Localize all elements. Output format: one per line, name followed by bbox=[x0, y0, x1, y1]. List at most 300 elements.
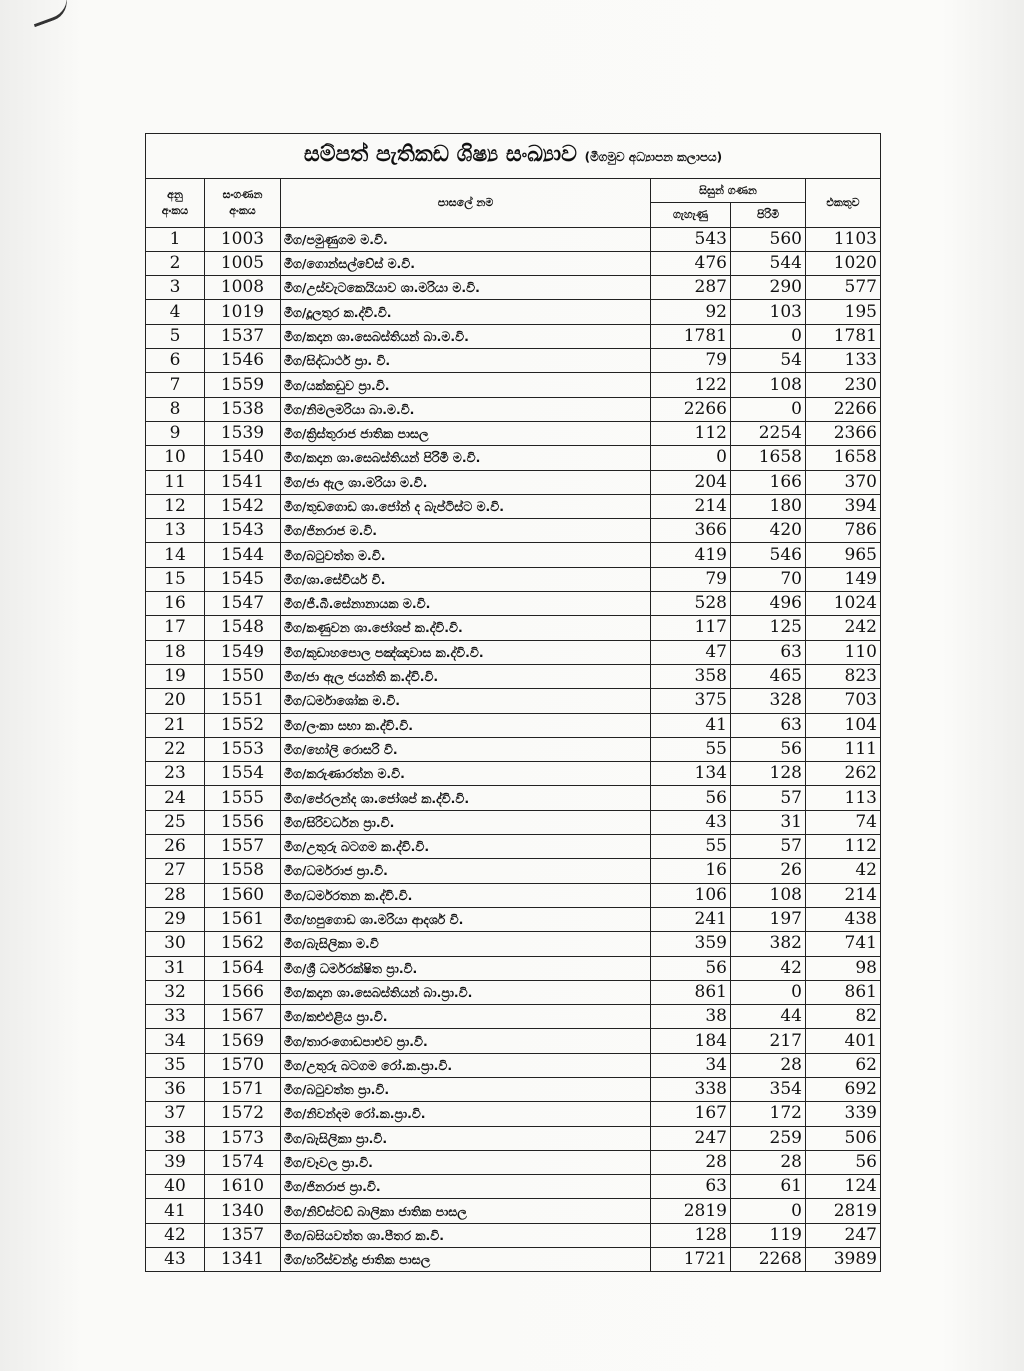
row-index-cell: 33 bbox=[146, 1005, 205, 1029]
row-school-name-cell: මීග/හෝලි රොසරි වි. bbox=[281, 737, 651, 761]
row-female-cell: 358 bbox=[651, 664, 731, 688]
table-row bbox=[146, 835, 881, 859]
row-school-name-cell: මීග/ක්‍රිස්තුරාජ ජාතික පාසල bbox=[281, 421, 651, 445]
row-code-cell: 1537 bbox=[205, 324, 281, 348]
row-male-cell: 166 bbox=[731, 470, 806, 494]
row-male-cell: 259 bbox=[731, 1126, 806, 1150]
row-female-cell: 241 bbox=[651, 907, 731, 931]
row-index-cell: 21 bbox=[146, 713, 205, 737]
row-index-cell: 36 bbox=[146, 1077, 205, 1101]
row-index-cell: 27 bbox=[146, 859, 205, 883]
row-total-cell: 111 bbox=[806, 737, 881, 761]
table-row bbox=[146, 1077, 881, 1101]
row-school-name-cell: මීග/කළුඑළිය ප්‍රා.වි. bbox=[281, 1005, 651, 1029]
row-total-cell: 133 bbox=[806, 349, 881, 373]
table-row bbox=[146, 276, 881, 300]
row-total-cell: 149 bbox=[806, 567, 881, 591]
row-school-name-cell: මීග/දූලතුර ක.ද්වි.වි. bbox=[281, 300, 651, 324]
row-total-cell: 703 bbox=[806, 689, 881, 713]
row-code-cell: 1610 bbox=[205, 1175, 281, 1199]
table-row bbox=[146, 446, 881, 470]
row-code-cell: 1561 bbox=[205, 907, 281, 931]
row-school-name-cell: මීග/උතුරු බටගම රෝ.ක.ප්‍රා.වි. bbox=[281, 1053, 651, 1077]
row-index-cell: 35 bbox=[146, 1053, 205, 1077]
row-index-cell: 15 bbox=[146, 567, 205, 591]
row-male-cell: 128 bbox=[731, 762, 806, 786]
row-school-name-cell: මීග/පේරලන්ද ශා.ජෝශප් ක.ද්වි.වි. bbox=[281, 786, 651, 810]
row-school-name-cell: මීග/ජිනරාජ ම.වි. bbox=[281, 519, 651, 543]
row-male-cell: 28 bbox=[731, 1150, 806, 1174]
document-subtitle: (මීගමුව අධ්‍යාපන කලාපය) bbox=[584, 150, 723, 164]
row-code-cell: 1573 bbox=[205, 1126, 281, 1150]
table-row bbox=[146, 470, 881, 494]
row-male-cell: 420 bbox=[731, 519, 806, 543]
row-index-cell: 12 bbox=[146, 494, 205, 518]
table-row bbox=[146, 1150, 881, 1174]
row-female-cell: 112 bbox=[651, 421, 731, 445]
row-female-cell: 167 bbox=[651, 1102, 731, 1126]
row-school-name-cell: මීග/හපුගොඩ ශා.මරියා ආදර්ශ වි. bbox=[281, 907, 651, 931]
row-code-cell: 1564 bbox=[205, 956, 281, 980]
row-female-cell: 1781 bbox=[651, 324, 731, 348]
row-index-cell: 23 bbox=[146, 762, 205, 786]
row-male-cell: 108 bbox=[731, 373, 806, 397]
table-row bbox=[146, 373, 881, 397]
row-index-cell: 11 bbox=[146, 470, 205, 494]
table-row bbox=[146, 689, 881, 713]
row-code-cell: 1552 bbox=[205, 713, 281, 737]
row-female-cell: 16 bbox=[651, 859, 731, 883]
row-school-name-cell: මීග/බටුවත්ත ම.වි. bbox=[281, 543, 651, 567]
row-male-cell: 544 bbox=[731, 251, 806, 275]
row-school-name-cell: මීග/බැසිලිකා ප්‍රා.වි. bbox=[281, 1126, 651, 1150]
row-code-cell: 1542 bbox=[205, 494, 281, 518]
row-male-cell: 0 bbox=[731, 397, 806, 421]
row-total-cell: 438 bbox=[806, 907, 881, 931]
header-code bbox=[205, 179, 281, 228]
row-female-cell: 375 bbox=[651, 689, 731, 713]
header-code-line2: අංකය bbox=[229, 203, 256, 217]
row-code-cell: 1574 bbox=[205, 1150, 281, 1174]
row-male-cell: 26 bbox=[731, 859, 806, 883]
row-school-name-cell: මීග/ලංකා සභා ක.ද්වි.වි. bbox=[281, 713, 651, 737]
table-row bbox=[146, 494, 881, 518]
row-female-cell: 134 bbox=[651, 762, 731, 786]
table-row bbox=[146, 1175, 881, 1199]
table-row bbox=[146, 883, 881, 907]
row-code-cell: 1543 bbox=[205, 519, 281, 543]
row-female-cell: 92 bbox=[651, 300, 731, 324]
row-code-cell: 1008 bbox=[205, 276, 281, 300]
row-female-cell: 247 bbox=[651, 1126, 731, 1150]
row-school-name-cell: මීග/ධර්මාශෝක ම.වි. bbox=[281, 689, 651, 713]
row-school-name-cell: මීග/කණුවන ශා.ජෝශප් ක.ද්වි.වි. bbox=[281, 616, 651, 640]
row-code-cell: 1544 bbox=[205, 543, 281, 567]
row-male-cell: 63 bbox=[731, 640, 806, 664]
table-row bbox=[146, 1005, 881, 1029]
row-total-cell: 741 bbox=[806, 932, 881, 956]
row-code-cell: 1556 bbox=[205, 810, 281, 834]
row-female-cell: 55 bbox=[651, 835, 731, 859]
row-male-cell: 1658 bbox=[731, 446, 806, 470]
row-total-cell: 2266 bbox=[806, 397, 881, 421]
row-male-cell: 56 bbox=[731, 737, 806, 761]
row-male-cell: 172 bbox=[731, 1102, 806, 1126]
row-school-name-cell: මීග/සිද්ධාර්ථ ප්‍රා. වි. bbox=[281, 349, 651, 373]
row-code-cell: 1551 bbox=[205, 689, 281, 713]
table-row bbox=[146, 349, 881, 373]
row-total-cell: 82 bbox=[806, 1005, 881, 1029]
header-total: එකතුව bbox=[806, 179, 881, 228]
table-title-cell bbox=[146, 134, 881, 179]
row-code-cell: 1560 bbox=[205, 883, 281, 907]
row-index-cell: 14 bbox=[146, 543, 205, 567]
row-male-cell: 2254 bbox=[731, 421, 806, 445]
row-index-cell: 38 bbox=[146, 1126, 205, 1150]
row-total-cell: 56 bbox=[806, 1150, 881, 1174]
row-school-name-cell: මීග/බසියවත්ත ශා.පීතර ක.වි. bbox=[281, 1223, 651, 1247]
row-male-cell: 2268 bbox=[731, 1248, 806, 1272]
row-school-name-cell: මීග/ජා ඇල ජයන්ති ක.ද්වි.වි. bbox=[281, 664, 651, 688]
row-total-cell: 42 bbox=[806, 859, 881, 883]
row-male-cell: 354 bbox=[731, 1077, 806, 1101]
row-school-name-cell: මීග/උතුරු බටගම ක.ද්වි.වි. bbox=[281, 835, 651, 859]
row-code-cell: 1341 bbox=[205, 1248, 281, 1272]
row-code-cell: 1357 bbox=[205, 1223, 281, 1247]
row-index-cell: 41 bbox=[146, 1199, 205, 1223]
table-row bbox=[146, 907, 881, 931]
row-female-cell: 56 bbox=[651, 956, 731, 980]
row-school-name-cell: මීග/බැසිලිකා ම.වි bbox=[281, 932, 651, 956]
table-row bbox=[146, 1126, 881, 1150]
header-code-line1: සංගණන bbox=[222, 187, 263, 201]
row-code-cell: 1019 bbox=[205, 300, 281, 324]
row-female-cell: 79 bbox=[651, 567, 731, 591]
row-female-cell: 214 bbox=[651, 494, 731, 518]
row-male-cell: 328 bbox=[731, 689, 806, 713]
row-female-cell: 543 bbox=[651, 227, 731, 251]
row-index-cell: 42 bbox=[146, 1223, 205, 1247]
row-female-cell: 56 bbox=[651, 786, 731, 810]
row-code-cell: 1555 bbox=[205, 786, 281, 810]
row-code-cell: 1547 bbox=[205, 592, 281, 616]
row-code-cell: 1570 bbox=[205, 1053, 281, 1077]
row-female-cell: 63 bbox=[651, 1175, 731, 1199]
row-male-cell: 465 bbox=[731, 664, 806, 688]
table-row bbox=[146, 713, 881, 737]
row-male-cell: 197 bbox=[731, 907, 806, 931]
row-total-cell: 113 bbox=[806, 786, 881, 810]
row-index-cell: 39 bbox=[146, 1150, 205, 1174]
row-school-name-cell: මීග/නිව්ස්ටඩ් බාලිකා ජාතික පාසල bbox=[281, 1199, 651, 1223]
row-male-cell: 63 bbox=[731, 713, 806, 737]
row-index-cell: 8 bbox=[146, 397, 205, 421]
row-male-cell: 108 bbox=[731, 883, 806, 907]
row-male-cell: 57 bbox=[731, 786, 806, 810]
row-female-cell: 55 bbox=[651, 737, 731, 761]
row-female-cell: 28 bbox=[651, 1150, 731, 1174]
row-female-cell: 204 bbox=[651, 470, 731, 494]
row-school-name-cell: මීග/වෑවල ප්‍රා.වි. bbox=[281, 1150, 651, 1174]
row-index-cell: 25 bbox=[146, 810, 205, 834]
row-school-name-cell: මීග/නිවන්දම රෝ.ක.ප්‍රා.වි. bbox=[281, 1102, 651, 1126]
row-code-cell: 1566 bbox=[205, 980, 281, 1004]
row-index-cell: 37 bbox=[146, 1102, 205, 1126]
row-school-name-cell: මීග/හරිස්චන්ද්‍ර ජාතික පාසල bbox=[281, 1248, 651, 1272]
row-school-name-cell: මීග/උස්වැටකෙයියාව ශා.මරියා ම.වි. bbox=[281, 276, 651, 300]
row-index-cell: 5 bbox=[146, 324, 205, 348]
row-code-cell: 1559 bbox=[205, 373, 281, 397]
row-male-cell: 560 bbox=[731, 227, 806, 251]
row-total-cell: 1020 bbox=[806, 251, 881, 275]
row-male-cell: 290 bbox=[731, 276, 806, 300]
row-school-name-cell: මීග/නිමලමරියා බා.ම.වි. bbox=[281, 397, 651, 421]
row-school-name-cell: මීග/කුඩාහපොල පඤ්ඤාවාස ක.ද්වි.වි. bbox=[281, 640, 651, 664]
row-code-cell: 1571 bbox=[205, 1077, 281, 1101]
row-code-cell: 1545 bbox=[205, 567, 281, 591]
row-index-cell: 6 bbox=[146, 349, 205, 373]
row-female-cell: 106 bbox=[651, 883, 731, 907]
row-school-name-cell: මීග/කරුණාරත්න ම.වි. bbox=[281, 762, 651, 786]
table-row bbox=[146, 1199, 881, 1223]
row-total-cell: 242 bbox=[806, 616, 881, 640]
row-male-cell: 57 bbox=[731, 835, 806, 859]
row-index-cell: 2 bbox=[146, 251, 205, 275]
row-total-cell: 1658 bbox=[806, 446, 881, 470]
row-school-name-cell: මීග/ජී.බී.සේනානායක ම.වි. bbox=[281, 592, 651, 616]
row-code-cell: 1550 bbox=[205, 664, 281, 688]
row-code-cell: 1541 bbox=[205, 470, 281, 494]
row-female-cell: 419 bbox=[651, 543, 731, 567]
row-female-cell: 338 bbox=[651, 1077, 731, 1101]
row-female-cell: 366 bbox=[651, 519, 731, 543]
row-school-name-cell: මීග/කදාන ශා.සෙබස්තියන් බා.ම.වි. bbox=[281, 324, 651, 348]
row-total-cell: 1103 bbox=[806, 227, 881, 251]
row-school-name-cell: මීග/ජා ඇල ශා.මරියා ම.වි. bbox=[281, 470, 651, 494]
row-female-cell: 34 bbox=[651, 1053, 731, 1077]
document-title: සම්පත් පැතිකඩ ශිෂ්‍ය සංඛ්‍යාව bbox=[303, 142, 577, 167]
row-male-cell: 180 bbox=[731, 494, 806, 518]
row-total-cell: 506 bbox=[806, 1126, 881, 1150]
row-total-cell: 401 bbox=[806, 1029, 881, 1053]
row-female-cell: 528 bbox=[651, 592, 731, 616]
table-row bbox=[146, 664, 881, 688]
row-total-cell: 3989 bbox=[806, 1248, 881, 1272]
table-row bbox=[146, 324, 881, 348]
row-total-cell: 74 bbox=[806, 810, 881, 834]
row-total-cell: 370 bbox=[806, 470, 881, 494]
row-total-cell: 230 bbox=[806, 373, 881, 397]
row-total-cell: 786 bbox=[806, 519, 881, 543]
row-index-cell: 16 bbox=[146, 592, 205, 616]
row-code-cell: 1005 bbox=[205, 251, 281, 275]
row-total-cell: 577 bbox=[806, 276, 881, 300]
row-total-cell: 2366 bbox=[806, 421, 881, 445]
table-row bbox=[146, 956, 881, 980]
row-index-cell: 28 bbox=[146, 883, 205, 907]
row-school-name-cell: මීග/සිරිවර්ධන ප්‍රා.වි. bbox=[281, 810, 651, 834]
table-body bbox=[146, 227, 881, 1272]
row-female-cell: 0 bbox=[651, 446, 731, 470]
row-index-cell: 30 bbox=[146, 932, 205, 956]
row-male-cell: 54 bbox=[731, 349, 806, 373]
row-code-cell: 1558 bbox=[205, 859, 281, 883]
row-male-cell: 496 bbox=[731, 592, 806, 616]
table-row bbox=[146, 616, 881, 640]
row-index-cell: 31 bbox=[146, 956, 205, 980]
row-total-cell: 965 bbox=[806, 543, 881, 567]
table-row bbox=[146, 592, 881, 616]
row-index-cell: 19 bbox=[146, 664, 205, 688]
row-female-cell: 1721 bbox=[651, 1248, 731, 1272]
row-female-cell: 117 bbox=[651, 616, 731, 640]
row-male-cell: 61 bbox=[731, 1175, 806, 1199]
header-school-name: පාසලේ නම bbox=[281, 179, 651, 228]
table-row bbox=[146, 859, 881, 883]
row-school-name-cell: මීග/ශ්‍රී ධර්මරක්ෂිත ප්‍රා.වි. bbox=[281, 956, 651, 980]
table-row bbox=[146, 300, 881, 324]
row-index-cell: 9 bbox=[146, 421, 205, 445]
table-row bbox=[146, 397, 881, 421]
row-male-cell: 42 bbox=[731, 956, 806, 980]
row-code-cell: 1540 bbox=[205, 446, 281, 470]
row-male-cell: 31 bbox=[731, 810, 806, 834]
row-school-name-cell: මීග/යක්කඩුව ප්‍රා.වි. bbox=[281, 373, 651, 397]
row-code-cell: 1340 bbox=[205, 1199, 281, 1223]
header-index-line1: අනු bbox=[167, 187, 183, 201]
row-index-cell: 17 bbox=[146, 616, 205, 640]
row-total-cell: 1024 bbox=[806, 592, 881, 616]
row-index-cell: 20 bbox=[146, 689, 205, 713]
row-total-cell: 110 bbox=[806, 640, 881, 664]
row-school-name-cell: මීග/ධර්මරාජ ප්‍රා.වි. bbox=[281, 859, 651, 883]
row-school-name-cell: මීග/බටුවත්ත ප්‍රා.වි. bbox=[281, 1077, 651, 1101]
row-code-cell: 1546 bbox=[205, 349, 281, 373]
row-total-cell: 692 bbox=[806, 1077, 881, 1101]
row-index-cell: 34 bbox=[146, 1029, 205, 1053]
table-row bbox=[146, 1248, 881, 1272]
row-male-cell: 70 bbox=[731, 567, 806, 591]
row-index-cell: 24 bbox=[146, 786, 205, 810]
table-row bbox=[146, 567, 881, 591]
table-row bbox=[146, 421, 881, 445]
row-male-cell: 28 bbox=[731, 1053, 806, 1077]
header-index-line2: අංකය bbox=[161, 203, 189, 217]
row-female-cell: 861 bbox=[651, 980, 731, 1004]
row-index-cell: 22 bbox=[146, 737, 205, 761]
row-total-cell: 339 bbox=[806, 1102, 881, 1126]
row-female-cell: 287 bbox=[651, 276, 731, 300]
table-row bbox=[146, 980, 881, 1004]
row-code-cell: 1554 bbox=[205, 762, 281, 786]
row-female-cell: 476 bbox=[651, 251, 731, 275]
row-code-cell: 1557 bbox=[205, 835, 281, 859]
row-index-cell: 1 bbox=[146, 227, 205, 251]
row-code-cell: 1548 bbox=[205, 616, 281, 640]
row-total-cell: 823 bbox=[806, 664, 881, 688]
row-code-cell: 1538 bbox=[205, 397, 281, 421]
row-total-cell: 2819 bbox=[806, 1199, 881, 1223]
row-school-name-cell: මීග/ගොන්සල්වේස් ම.වි. bbox=[281, 251, 651, 275]
student-count-table bbox=[145, 133, 881, 1272]
table-row bbox=[146, 543, 881, 567]
row-school-name-cell: මීග/පමුණුගම ම.වි. bbox=[281, 227, 651, 251]
row-index-cell: 10 bbox=[146, 446, 205, 470]
row-school-name-cell: මීග/කදාන ශා.සෙබස්තියන් පිරිමි ම.වි. bbox=[281, 446, 651, 470]
row-male-cell: 125 bbox=[731, 616, 806, 640]
row-total-cell: 394 bbox=[806, 494, 881, 518]
row-total-cell: 195 bbox=[806, 300, 881, 324]
row-code-cell: 1553 bbox=[205, 737, 281, 761]
table-row bbox=[146, 1053, 881, 1077]
row-male-cell: 217 bbox=[731, 1029, 806, 1053]
row-code-cell: 1567 bbox=[205, 1005, 281, 1029]
row-female-cell: 2266 bbox=[651, 397, 731, 421]
row-code-cell: 1539 bbox=[205, 421, 281, 445]
row-male-cell: 0 bbox=[731, 1199, 806, 1223]
table-row bbox=[146, 519, 881, 543]
table-row bbox=[146, 1102, 881, 1126]
row-male-cell: 119 bbox=[731, 1223, 806, 1247]
row-total-cell: 247 bbox=[806, 1223, 881, 1247]
row-code-cell: 1569 bbox=[205, 1029, 281, 1053]
table-row bbox=[146, 737, 881, 761]
row-total-cell: 214 bbox=[806, 883, 881, 907]
row-female-cell: 122 bbox=[651, 373, 731, 397]
row-female-cell: 184 bbox=[651, 1029, 731, 1053]
row-male-cell: 44 bbox=[731, 1005, 806, 1029]
row-index-cell: 32 bbox=[146, 980, 205, 1004]
row-index-cell: 3 bbox=[146, 276, 205, 300]
table-row bbox=[146, 227, 881, 251]
row-index-cell: 29 bbox=[146, 907, 205, 931]
row-index-cell: 43 bbox=[146, 1248, 205, 1272]
row-index-cell: 40 bbox=[146, 1175, 205, 1199]
row-total-cell: 104 bbox=[806, 713, 881, 737]
row-total-cell: 861 bbox=[806, 980, 881, 1004]
row-index-cell: 26 bbox=[146, 835, 205, 859]
pen-mark bbox=[28, 0, 73, 27]
header-index bbox=[146, 179, 205, 228]
row-total-cell: 112 bbox=[806, 835, 881, 859]
row-index-cell: 4 bbox=[146, 300, 205, 324]
row-code-cell: 1562 bbox=[205, 932, 281, 956]
table-row bbox=[146, 932, 881, 956]
table-row bbox=[146, 810, 881, 834]
row-female-cell: 43 bbox=[651, 810, 731, 834]
row-female-cell: 41 bbox=[651, 713, 731, 737]
row-school-name-cell: මීග/ධර්මරතන ක.ද්වි.වි. bbox=[281, 883, 651, 907]
table-row bbox=[146, 786, 881, 810]
table-row bbox=[146, 762, 881, 786]
row-female-cell: 359 bbox=[651, 932, 731, 956]
row-female-cell: 79 bbox=[651, 349, 731, 373]
row-male-cell: 546 bbox=[731, 543, 806, 567]
row-school-name-cell: මීග/ශා.සේවියර් වි. bbox=[281, 567, 651, 591]
row-school-name-cell: මීග/තුඩගොඩ ශා.ජෝන් ද බැප්ටිස්ට ම.වි. bbox=[281, 494, 651, 518]
table-row bbox=[146, 640, 881, 664]
row-code-cell: 1572 bbox=[205, 1102, 281, 1126]
table-row bbox=[146, 1223, 881, 1247]
row-female-cell: 47 bbox=[651, 640, 731, 664]
row-code-cell: 1549 bbox=[205, 640, 281, 664]
row-male-cell: 0 bbox=[731, 980, 806, 1004]
row-male-cell: 382 bbox=[731, 932, 806, 956]
row-female-cell: 38 bbox=[651, 1005, 731, 1029]
row-female-cell: 128 bbox=[651, 1223, 731, 1247]
row-total-cell: 1781 bbox=[806, 324, 881, 348]
header-students: සිසුන් ගණන bbox=[651, 179, 806, 203]
